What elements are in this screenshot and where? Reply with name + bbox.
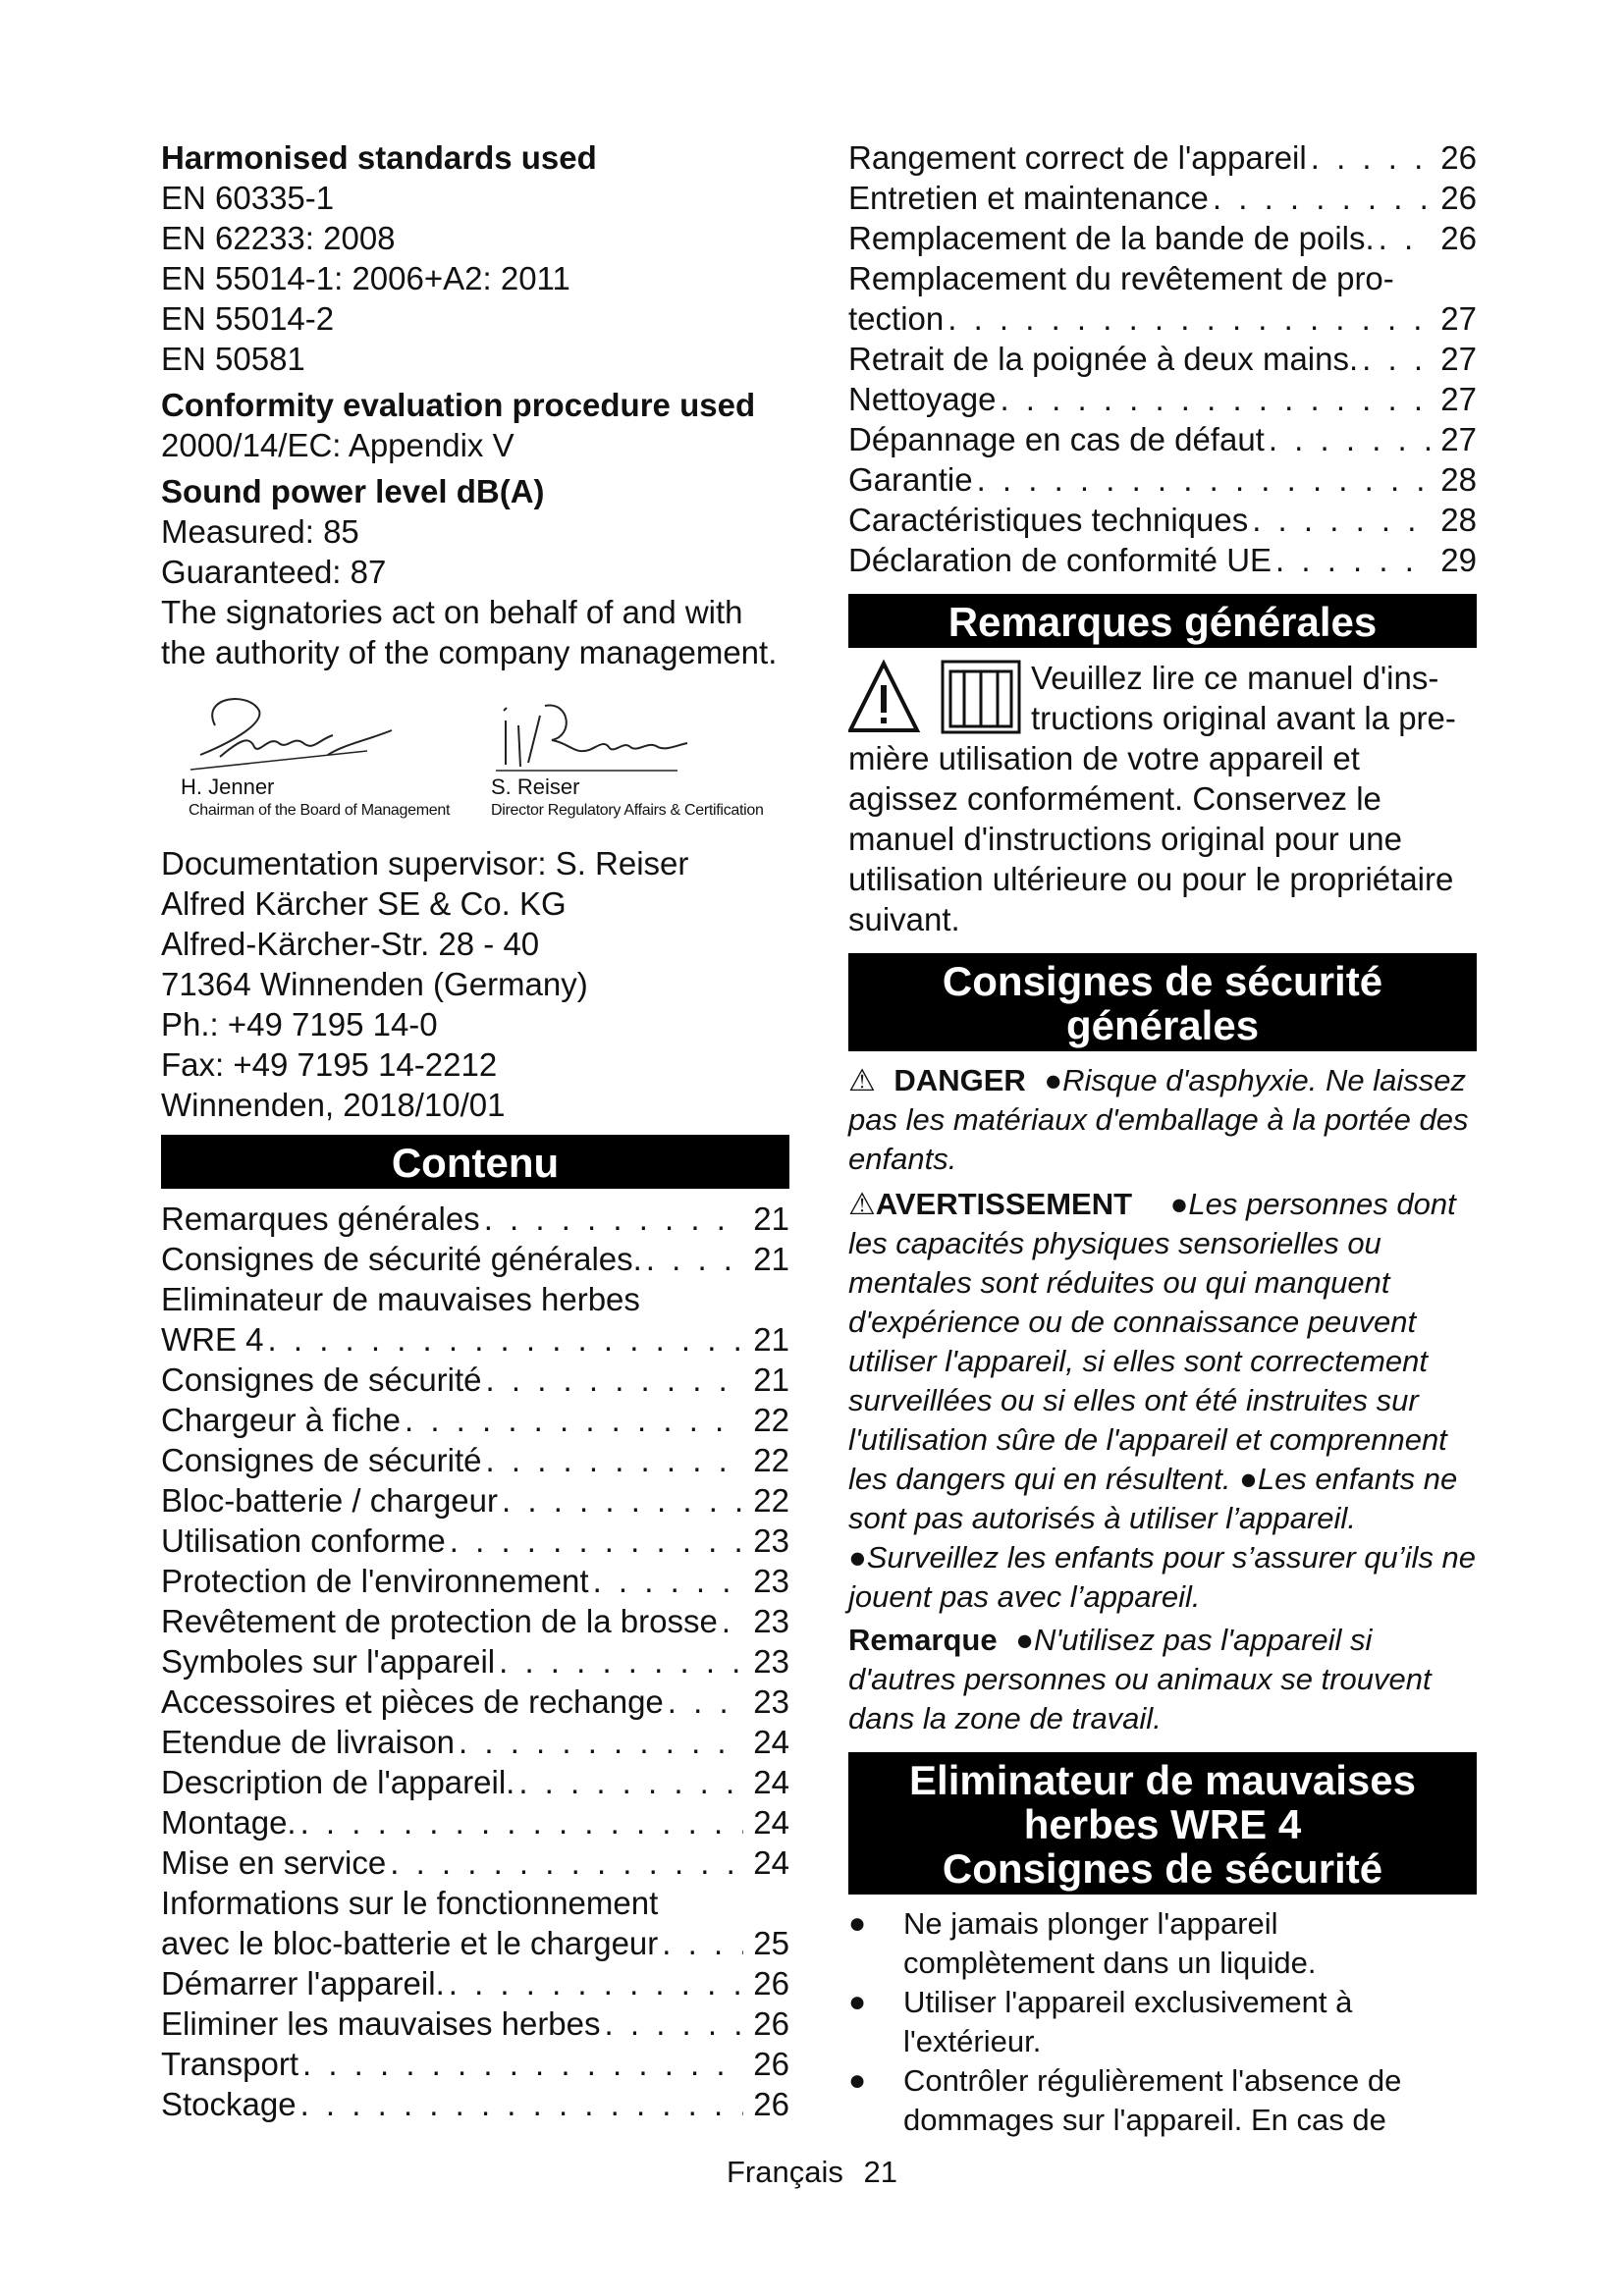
toc-dot-leader: [642, 1239, 743, 1279]
remark-label: Remarque: [848, 1623, 998, 1657]
toc-entry: [848, 540, 1477, 580]
standard-item: EN 55014-2: [161, 300, 335, 337]
notice-icons: [848, 658, 1023, 738]
right-column: [848, 137, 1477, 2140]
signature-block: [161, 686, 789, 843]
toc-dot-leader: [386, 1842, 743, 1883]
toc-entry: [161, 1319, 789, 1360]
signatories-text: The signatories act on behalf of and with the authority of the company management.: [161, 594, 778, 670]
address-line: Fax: +49 7195 14-2212: [161, 1046, 498, 1083]
toc-entry-page: 21: [753, 1201, 789, 1237]
bullet-icon: ●: [848, 2064, 867, 2097]
toc-entry: [161, 2084, 789, 2124]
toc-entry-title: Remplacement de la bande de poils.: [848, 220, 1375, 256]
toc-entry: [161, 1601, 789, 1641]
address-line: 71364 Winnenden (Germany): [161, 966, 588, 1002]
toc-dot-leader: [1375, 218, 1432, 258]
toc-dot-leader: [445, 1963, 744, 2003]
toc-entry-title: Mise en service: [161, 1844, 387, 1881]
toc-entry-title: avec le bloc-batterie et le chargeur: [161, 1925, 659, 1961]
list-item-text: Contrôler régulièrement l'absence de dommages sur l'appareil. En cas de: [903, 2063, 1402, 2137]
toc-entry-page: 21: [753, 1241, 789, 1277]
danger-label: DANGER: [893, 1063, 1026, 1097]
toc-entry: [848, 258, 1477, 298]
toc-entry-page: 23: [753, 1683, 789, 1720]
toc-entry: [161, 1561, 789, 1601]
toc-entry-title: Protection de l'environnement: [161, 1563, 589, 1599]
toc-entry: [161, 2003, 789, 2044]
standard-item: EN 55014-1: 2006+A2: 2011: [161, 260, 570, 296]
toc-entry: [161, 1480, 789, 1521]
toc-entry: [161, 1440, 789, 1480]
toc-entry: [161, 2044, 789, 2084]
safety-banner-line: générales: [1065, 1002, 1260, 1048]
toc-entry: [161, 1842, 789, 1883]
toc-entry-title: Retrait de la poignée à deux mains.: [848, 341, 1359, 377]
toc-dot-leader: [482, 1440, 744, 1480]
toc-entry-page: 23: [753, 1522, 789, 1559]
toc-dot-leader: [482, 1360, 744, 1400]
toc-dot-leader: [1358, 339, 1431, 379]
product-banner-line: Eliminateur de mauvaises: [909, 1757, 1416, 1803]
toc-entry-page: 22: [753, 1482, 789, 1519]
signature-name: H. Jenner: [181, 774, 275, 799]
list-item: [848, 2061, 1477, 2140]
toc-entry-title: Bloc-batterie / chargeur: [161, 1482, 499, 1519]
table-of-contents-continued: [848, 137, 1477, 580]
address-line: Alfred-Kärcher-Str. 28 - 40: [161, 926, 540, 962]
toc-entry: [161, 1762, 789, 1802]
toc-entry-title: Description de l'appareil.: [161, 1764, 515, 1800]
standard-item: EN 62233: 2008: [161, 220, 396, 256]
toc-entry-page: 26: [1440, 180, 1477, 216]
warning-text: Les personnes dont les capacités physiques sensorielles ou mentales sont réduites ou qui manquent d'expérience ou de connaissance peuvent utiliser l'appareil, si elles sont correctement surveillées ou si elles ont été instruites sur l'utilisation sûre de l'appareil et comprennent les dangers qui en résultent.: [848, 1187, 1456, 1496]
warning-notice: [848, 1185, 1477, 1617]
toc-entry-title: Démarrer l'appareil.: [161, 1965, 445, 2002]
toc-entry-page: 23: [753, 1643, 789, 1680]
notice-text: mière utilisation de votre appareil et agissez conformément. Conservez le manuel d'instructions original pour une utilisation ultérieure ou pour le propriétaire suivant.: [848, 740, 1454, 937]
toc-dot-leader: [297, 2084, 744, 2124]
toc-entry-title: Garantie: [848, 461, 973, 498]
toc-dot-leader: [664, 1682, 743, 1722]
toc-entry: [161, 1923, 789, 1963]
sound-measured: Measured: 85: [161, 513, 359, 550]
toc-dot-leader: [297, 1802, 744, 1842]
toc-entry-page: 28: [1440, 502, 1477, 538]
page-number: 21: [863, 2155, 897, 2189]
warning-text: Les enfants ne sont pas autorisés à utiliser l’appareil.: [848, 1462, 1458, 1535]
toc-dot-leader: [495, 1641, 743, 1682]
toc-entry-page: 24: [753, 1804, 789, 1841]
toc-entry-page: 27: [1440, 341, 1477, 377]
toc-entry-page: 26: [1440, 220, 1477, 256]
toc-dot-leader: [264, 1319, 744, 1360]
toc-entry: [848, 419, 1477, 459]
safety-banner-line: Consignes de sécurité: [942, 958, 1383, 1004]
toc-dot-leader: [1248, 500, 1431, 540]
bullet-icon: ●: [848, 1986, 867, 2018]
toc-entry: [848, 178, 1477, 218]
product-banner-line: Consignes de sécurité: [942, 1845, 1383, 1892]
toc-entry-title: Transport: [161, 2046, 298, 2082]
warning-text: Surveillez les enfants pour s’assurer qu’ils ne jouent pas avec l’appareil.: [848, 1540, 1477, 1614]
toc-dot-leader: [1272, 540, 1431, 580]
toc-dot-leader: [1265, 419, 1431, 459]
toc-entry-page: 23: [753, 1603, 789, 1639]
toc-entry-page: 29: [1440, 542, 1477, 578]
address-line: Winnenden, 2018/10/01: [161, 1087, 506, 1123]
toc-entry: [161, 1802, 789, 1842]
toc-entry-title: tection: [848, 300, 945, 337]
toc-entry-page: 27: [1440, 300, 1477, 337]
left-column: [161, 137, 789, 2124]
toc-entry: [161, 1521, 789, 1561]
toc-entry-title: Informations sur le fonctionnement: [161, 1885, 659, 1921]
product-banner-line: herbes WRE 4: [1023, 1801, 1302, 1847]
remark-text: N'utilisez pas l'appareil si d'autres personnes ou animaux se trouvent dans la zone de travail.: [848, 1623, 1432, 1735]
toc-entry: [161, 1641, 789, 1682]
toc-entry: [848, 339, 1477, 379]
toc-entry: [161, 1883, 789, 1923]
standards-heading: Harmonised standards used: [161, 139, 597, 176]
toc-dot-leader: [718, 1601, 743, 1641]
toc-entry-title: Remarques générales: [161, 1201, 480, 1237]
toc-dot-leader: [1209, 178, 1431, 218]
general-notes-banner: Remarques générales: [848, 594, 1477, 648]
toc-dot-leader: [446, 1521, 744, 1561]
warning-triangle-icon: [850, 664, 917, 730]
toc-entry-title: Déclaration de conformité UE: [848, 542, 1272, 578]
toc-entry-title: Dépannage en cas de défaut: [848, 421, 1265, 457]
toc-entry: [161, 1963, 789, 2003]
toc-dot-leader: [298, 2044, 743, 2084]
toc-entry-title: WRE 4: [161, 1321, 264, 1358]
warning-label: AVERTISSEMENT: [875, 1187, 1133, 1221]
bullet-icon: ●: [1239, 1462, 1258, 1496]
toc-entry-title: Nettoyage: [848, 381, 997, 417]
bullet-icon: ●: [848, 1540, 867, 1575]
toc-entry-page: 24: [753, 1724, 789, 1760]
toc-entry-title: Consignes de sécurité: [161, 1362, 482, 1398]
toc-dot-leader: [601, 2003, 744, 2044]
toc-entry: [848, 459, 1477, 500]
toc-entry-title: Utilisation conforme: [161, 1522, 446, 1559]
toc-entry: [161, 1400, 789, 1440]
footer-language: Français: [727, 2155, 843, 2189]
notice-line: tructions original avant la pre-: [1031, 700, 1456, 736]
sound-heading: Sound power level dB(A): [161, 473, 545, 509]
warning-triangle-icon: ⚠: [848, 1187, 876, 1221]
toc-entry: [161, 1239, 789, 1279]
toc-entry-page: 28: [1440, 461, 1477, 498]
toc-entry: [161, 1360, 789, 1400]
toc-dot-leader: [589, 1561, 744, 1601]
toc-entry: [161, 1682, 789, 1722]
toc-entry-page: 26: [753, 2046, 789, 2082]
toc-entry-page: 26: [753, 2086, 789, 2122]
toc-dot-leader: [973, 459, 1432, 500]
list-item: [848, 1983, 1477, 2061]
toc-dot-leader: [514, 1762, 743, 1802]
toc-entry-title: Stockage: [161, 2086, 297, 2122]
toc-entry-title: Etendue de livraison: [161, 1724, 456, 1760]
toc-entry-title: Symboles sur l'appareil: [161, 1643, 496, 1680]
signature-title: Chairman of the Board of Management: [189, 802, 451, 819]
list-item: [848, 1904, 1477, 1983]
toc-entry: [848, 379, 1477, 419]
toc-entry-page: 26: [1440, 139, 1477, 176]
table-of-contents: [161, 1199, 789, 2124]
toc-dot-leader: [996, 379, 1431, 419]
danger-notice: [848, 1061, 1477, 1179]
toc-dot-leader: [1307, 137, 1432, 178]
toc-entry-page: 27: [1440, 421, 1477, 457]
toc-dot-leader: [401, 1400, 743, 1440]
notice-line: Veuillez lire ce manuel d'ins-: [1031, 660, 1439, 696]
address-line: Documentation supervisor: S. Reiser: [161, 845, 689, 881]
toc-entry-title: Accessoires et pièces de rechange: [161, 1683, 664, 1720]
toc-entry-page: 21: [753, 1321, 789, 1358]
toc-entry: [161, 1279, 789, 1319]
toc-dot-leader: [498, 1480, 743, 1521]
toc-entry-title: Remplacement du revêtement de pro-: [848, 260, 1394, 296]
toc-entry: [848, 500, 1477, 540]
signature-name: S. Reiser: [491, 774, 580, 799]
address-line: Alfred Kärcher SE & Co. KG: [161, 885, 567, 922]
toc-entry-page: 25: [753, 1925, 789, 1961]
toc-entry: [161, 1199, 789, 1239]
toc-entry: [848, 137, 1477, 178]
toc-entry-page: 24: [753, 1844, 789, 1881]
list-item-text: Utiliser l'appareil exclusivement à l'extérieur.: [903, 1985, 1353, 2058]
standard-item: EN 60335-1: [161, 180, 335, 216]
toc-dot-leader: [455, 1722, 743, 1762]
handwritten-signature-icon: [171, 686, 397, 774]
warning-triangle-icon: ⚠: [848, 1063, 876, 1097]
toc-entry-title: Rangement correct de l'appareil: [848, 139, 1307, 176]
toc-entry-page: 21: [753, 1362, 789, 1398]
toc-entry: [848, 218, 1477, 258]
toc-entry-title: Eliminer les mauvaises herbes: [161, 2005, 601, 2042]
remark-notice: [848, 1621, 1477, 1738]
address-line: Ph.: +49 7195 14-0: [161, 1006, 438, 1042]
standard-item: EN 50581: [161, 341, 305, 377]
toc-entry-page: 26: [753, 1965, 789, 2002]
toc-entry-title: Chargeur à fiche: [161, 1402, 401, 1438]
product-banner: [848, 1752, 1477, 1895]
toc-dot-leader: [658, 1923, 743, 1963]
signature-title: Director Regulatory Affairs & Certification: [491, 802, 764, 819]
read-manual-notice: [848, 658, 1477, 738]
signature-jenner: [171, 686, 450, 822]
toc-entry-page: 27: [1440, 381, 1477, 417]
contents-banner: Contenu: [161, 1135, 789, 1189]
danger-text: Risque d'asphyxie. Ne laissez pas les matériaux d'emballage à la portée des enfants.: [848, 1063, 1469, 1176]
toc-entry-title: Eliminateur de mauvaises herbes: [161, 1281, 640, 1317]
conformity-heading: Conformity evaluation procedure used: [161, 387, 756, 423]
bullet-icon: ●: [848, 1907, 867, 1940]
signature-reiser: [491, 686, 764, 822]
toc-entry-title: Revêtement de protection de la brosse: [161, 1603, 718, 1639]
safety-banner: [848, 953, 1477, 1051]
toc-entry-title: Caractéristiques techniques: [848, 502, 1249, 538]
toc-entry-page: 26: [753, 2005, 789, 2042]
toc-entry-page: 22: [753, 1442, 789, 1478]
toc-entry-title: Consignes de sécurité générales.: [161, 1241, 642, 1277]
bullet-icon: ●: [1044, 1063, 1063, 1097]
toc-entry-title: Consignes de sécurité: [161, 1442, 482, 1478]
conformity-value: 2000/14/EC: Appendix V: [161, 427, 514, 463]
page-footer: [0, 2155, 1624, 2190]
toc-entry: [161, 1722, 789, 1762]
toc-entry-page: 23: [753, 1563, 789, 1599]
toc-dot-leader: [944, 298, 1431, 339]
toc-dot-leader: [480, 1199, 744, 1239]
toc-entry-title: Montage.: [161, 1804, 297, 1841]
handwritten-signature-icon: [491, 686, 697, 774]
list-item-text: Ne jamais plonger l'appareil complètement dans un liquide.: [903, 1906, 1317, 1980]
toc-entry-page: 24: [753, 1764, 789, 1800]
sound-guaranteed: Guaranteed: 87: [161, 554, 387, 590]
manual-book-icon: [943, 662, 1019, 732]
bullet-icon: ●: [1015, 1623, 1034, 1657]
toc-entry: [848, 298, 1477, 339]
toc-entry-page: 22: [753, 1402, 789, 1438]
toc-entry-title: Entretien et maintenance: [848, 180, 1209, 216]
bullet-icon: ●: [1169, 1187, 1189, 1221]
